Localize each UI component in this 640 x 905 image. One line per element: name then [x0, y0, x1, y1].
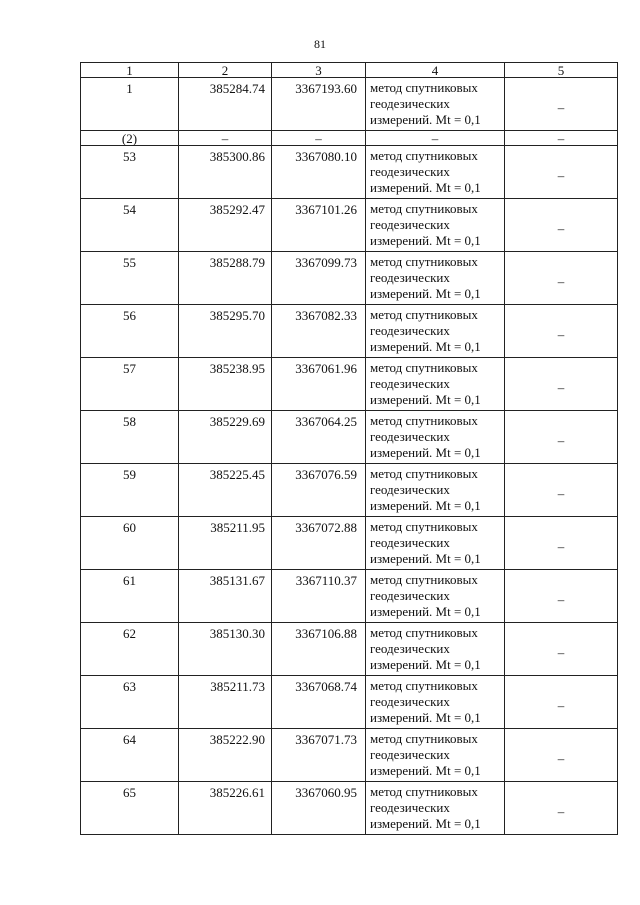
method-description: метод спутниковых геодезических измерений. Mt = 0,1 — [366, 146, 505, 199]
method-description: метод спутниковых геодезических измерений. Mt = 0,1 — [366, 252, 505, 305]
header-cell-2: 2 — [179, 63, 272, 78]
coordinates-table — [80, 62, 618, 835]
point-number: 59 — [81, 464, 179, 517]
x-coordinate: 385226.61 — [179, 782, 272, 835]
x-coordinate: 385288.79 — [179, 252, 272, 305]
header-cell-3: 3 — [272, 63, 366, 78]
note-cell: – — [505, 411, 618, 464]
header-row — [81, 63, 618, 78]
note-cell: – — [505, 199, 618, 252]
point-number: 55 — [81, 252, 179, 305]
note-cell: – — [505, 782, 618, 835]
note-cell: – — [505, 146, 618, 199]
point-number: 60 — [81, 517, 179, 570]
point-number: 56 — [81, 305, 179, 358]
x-coordinate: 385225.45 — [179, 464, 272, 517]
y-coordinate: 3367072.88 — [272, 517, 366, 570]
method-description: метод спутниковых геодезических измерений. Mt = 0,1 — [366, 729, 505, 782]
method-description: метод спутниковых геодезических измерений. Mt = 0,1 — [366, 676, 505, 729]
table-row — [81, 676, 618, 729]
table-row — [81, 782, 618, 835]
note-cell: – — [505, 729, 618, 782]
note-cell: – — [505, 358, 618, 411]
y-coordinate: – — [272, 131, 366, 146]
table-row — [81, 570, 618, 623]
method-description: метод спутниковых геодезических измерений. Mt = 0,1 — [366, 358, 505, 411]
y-coordinate: 3367099.73 — [272, 252, 366, 305]
point-number: 64 — [81, 729, 179, 782]
method-description: метод спутниковых геодезических измерений. Mt = 0,1 — [366, 411, 505, 464]
y-coordinate: 3367080.10 — [272, 146, 366, 199]
point-number: 1 — [81, 78, 179, 131]
y-coordinate: 3367082.33 — [272, 305, 366, 358]
y-coordinate: 3367110.37 — [272, 570, 366, 623]
y-coordinate: 3367068.74 — [272, 676, 366, 729]
note-cell: – — [505, 131, 618, 146]
method-description: метод спутниковых геодезических измерений. Mt = 0,1 — [366, 464, 505, 517]
method-description: метод спутниковых геодезических измерений. Mt = 0,1 — [366, 570, 505, 623]
x-coordinate: 385222.90 — [179, 729, 272, 782]
method-description: метод спутниковых геодезических измерений. Mt = 0,1 — [366, 199, 505, 252]
method-description: метод спутниковых геодезических измерений. Mt = 0,1 — [366, 782, 505, 835]
point-number: 63 — [81, 676, 179, 729]
table-row — [81, 358, 618, 411]
header-cell-1: 1 — [81, 63, 179, 78]
point-number: 62 — [81, 623, 179, 676]
point-number: 58 — [81, 411, 179, 464]
note-cell: – — [505, 78, 618, 131]
x-coordinate: 385284.74 — [179, 78, 272, 131]
table-row — [81, 199, 618, 252]
note-cell: – — [505, 517, 618, 570]
x-coordinate: 385211.73 — [179, 676, 272, 729]
x-coordinate: 385295.70 — [179, 305, 272, 358]
note-cell: – — [505, 252, 618, 305]
table-row — [81, 252, 618, 305]
y-coordinate: 3367071.73 — [272, 729, 366, 782]
y-coordinate: 3367064.25 — [272, 411, 366, 464]
table-row — [81, 623, 618, 676]
table-row — [81, 729, 618, 782]
x-coordinate: – — [179, 131, 272, 146]
separator-row — [81, 131, 618, 146]
point-number: 57 — [81, 358, 179, 411]
page-number: 81 — [314, 37, 326, 51]
y-coordinate: 3367193.60 — [272, 78, 366, 131]
x-coordinate: 385211.95 — [179, 517, 272, 570]
note-cell: – — [505, 305, 618, 358]
note-cell: – — [505, 676, 618, 729]
method-description: метод спутниковых геодезических измерений. Mt = 0,1 — [366, 78, 505, 131]
point-number: 54 — [81, 199, 179, 252]
method-description: метод спутниковых геодезических измерений. Mt = 0,1 — [366, 305, 505, 358]
header-cell-4: 4 — [366, 63, 505, 78]
note-cell: – — [505, 623, 618, 676]
table-row — [81, 411, 618, 464]
point-number: 53 — [81, 146, 179, 199]
method-description: метод спутниковых геодезических измерений. Mt = 0,1 — [366, 517, 505, 570]
x-coordinate: 385130.30 — [179, 623, 272, 676]
method-description: метод спутниковых геодезических измерений. Mt = 0,1 — [366, 623, 505, 676]
x-coordinate: 385229.69 — [179, 411, 272, 464]
table-row — [81, 78, 618, 131]
point-number: 61 — [81, 570, 179, 623]
x-coordinate: 385238.95 — [179, 358, 272, 411]
x-coordinate: 385300.86 — [179, 146, 272, 199]
table-body — [81, 63, 618, 835]
y-coordinate: 3367101.26 — [272, 199, 366, 252]
contour-label: (2) — [81, 131, 179, 146]
table-row — [81, 517, 618, 570]
note-cell: – — [505, 464, 618, 517]
table-row — [81, 464, 618, 517]
y-coordinate: 3367061.96 — [272, 358, 366, 411]
point-number: 65 — [81, 782, 179, 835]
x-coordinate: 385131.67 — [179, 570, 272, 623]
y-coordinate: 3367106.88 — [272, 623, 366, 676]
y-coordinate: 3367076.59 — [272, 464, 366, 517]
table-row — [81, 146, 618, 199]
x-coordinate: 385292.47 — [179, 199, 272, 252]
method-description: – — [366, 131, 505, 146]
y-coordinate: 3367060.95 — [272, 782, 366, 835]
header-cell-5: 5 — [505, 63, 618, 78]
note-cell: – — [505, 570, 618, 623]
table-row — [81, 305, 618, 358]
